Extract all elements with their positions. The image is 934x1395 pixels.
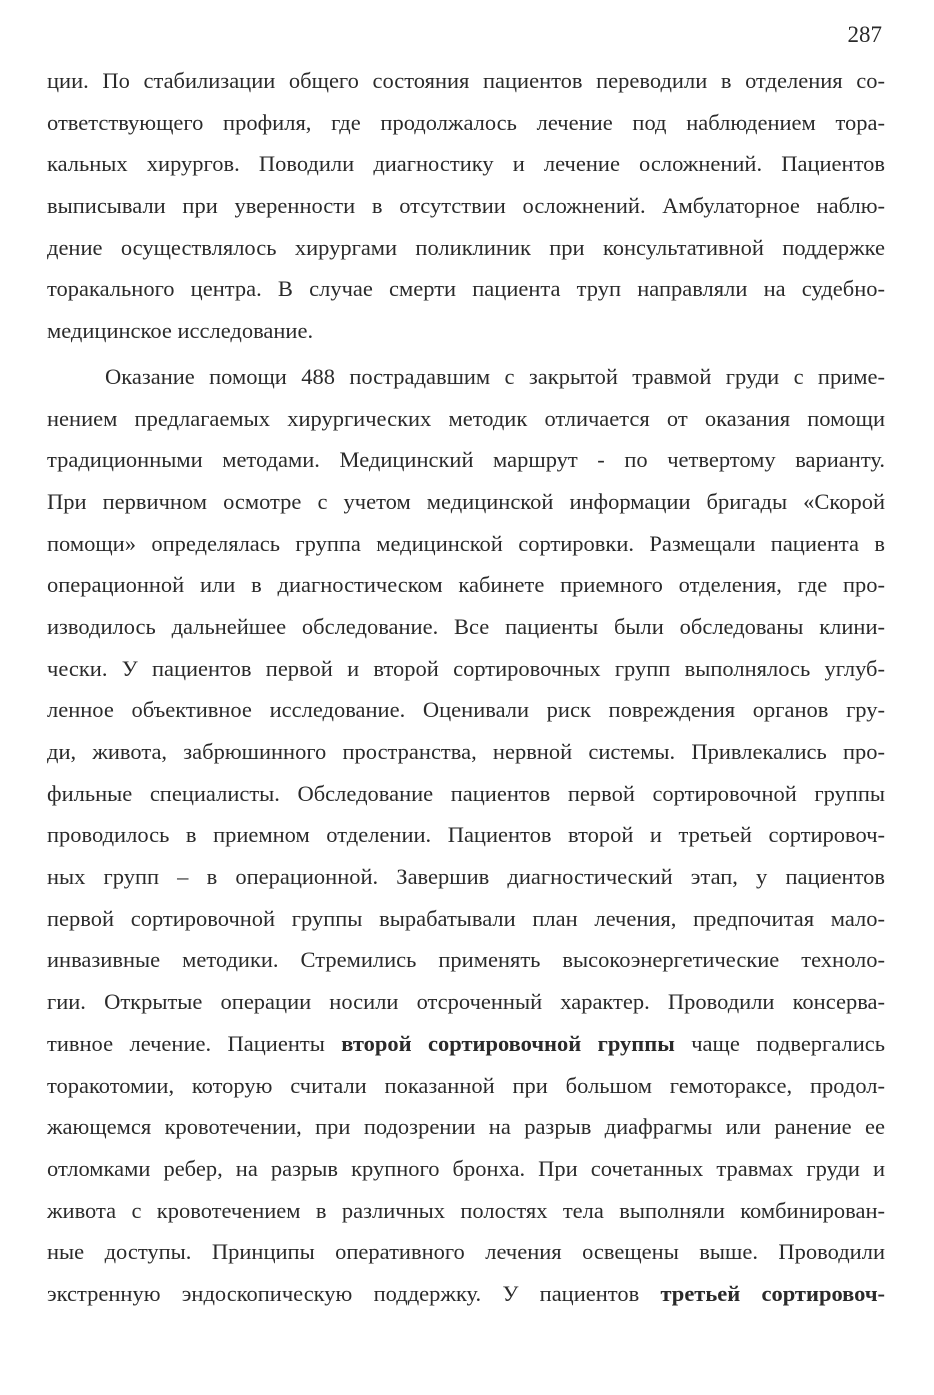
text-line <box>47 1065 885 1107</box>
text-segment: ленное объективное исследование. Оценивали риск повреждения органов гру- <box>47 697 885 723</box>
text-line <box>47 268 885 310</box>
text-line <box>47 1273 885 1315</box>
text-segment: кальных хирургов. Поводили диагностику и лечение осложнений. Пациентов <box>47 151 885 177</box>
text-segment: фильные специалисты. Обследование пациентов первой сортировочной группы <box>47 780 885 806</box>
text-segment: первой сортировочной группы вырабатывали план лечения, предпочитая мало- <box>47 905 885 931</box>
text-segment: торакального центра. В случае смерти пациента труп направляли на судебно- <box>47 276 885 302</box>
text-line <box>47 648 885 690</box>
text-line <box>47 1190 885 1232</box>
text-line <box>47 564 885 606</box>
text-line <box>47 102 885 144</box>
text-segment: нением предлагаемых хирургических методик отличается от оказания помощи <box>47 405 885 431</box>
text-segment: отломками ребер, на разрыв крупного бронха. При сочетанных травмах груди и <box>47 1155 885 1181</box>
text-segment: операционной или в диагностическом кабинете приемного отделения, где про- <box>47 572 885 598</box>
text-line <box>47 731 885 773</box>
text-segment: медицинское исследование. <box>47 318 314 344</box>
text-segment: ные доступы. Принципы оперативного лечения освещены выше. Проводили <box>47 1239 885 1265</box>
text-segment: торакотомии, которую считали показанной при большом гемотораксе, продол- <box>47 1072 885 1098</box>
text-segment: выписывали при уверенности в отсутствии осложнений. Амбулаторное наблю- <box>47 193 885 219</box>
text-segment: традиционными методами. Медицинский маршрут - по четвертому варианту. <box>47 447 885 473</box>
text-line <box>47 773 885 815</box>
text-segment: изводилось дальнейшее обследование. Все пациенты были обследованы клини- <box>47 613 885 639</box>
text-segment: помощи» определялась группа медицинской сортировки. Размещали пациента в <box>47 530 885 556</box>
text-line <box>47 398 885 440</box>
text-line <box>47 481 885 523</box>
text-line <box>47 856 885 898</box>
text-line <box>47 814 885 856</box>
bold-text: второй сортировочной группы <box>341 1030 675 1056</box>
text-segment: ции. По стабилизации общего состояния пациентов переводили в отделения со- <box>47 68 885 93</box>
text-segment: тивное лечение. Пациенты <box>47 1030 342 1056</box>
text-line <box>47 60 885 102</box>
text-segment: живота с кровотечением в различных полостях тела выполняли комбинирован- <box>47 1197 885 1223</box>
text-segment: ответствующего профиля, где продолжалось лечение под наблюдением тора- <box>47 109 885 135</box>
text-segment: дение осуществлялось хирургами поликлиник при консультативной поддержке <box>47 234 885 260</box>
text-segment: инвазивные методики. Стремились применять высокоэнергетические техноло- <box>47 947 885 973</box>
text-line <box>47 981 885 1023</box>
text-line <box>47 185 885 227</box>
text-line <box>47 1148 885 1190</box>
text-line <box>47 356 885 398</box>
text-segment: гии. Открытые операции носили отсроченный характер. Проводили консерва- <box>47 989 885 1015</box>
text-segment: экстренную эндоскопическую поддержку. У пациентов <box>47 1280 661 1306</box>
text-segment: При первичном осмотре с учетом медицинской информации бригады «Скорой <box>47 488 885 514</box>
text-line <box>47 939 885 981</box>
bold-text: третьей сортировоч- <box>660 1280 886 1306</box>
text-line <box>47 1023 885 1065</box>
text-segment: Оказание помощи 488 пострадавшим с закрытой травмой груди с приме- <box>105 363 885 389</box>
text-line <box>47 689 885 731</box>
text-line <box>47 606 885 648</box>
text-line <box>47 1106 885 1148</box>
text-segment: ди, живота, забрюшинного пространства, нервной системы. Привлекались про- <box>47 739 885 764</box>
text-segment: чаще подвергались <box>674 1030 885 1056</box>
text-segment: проводилось в приемном отделении. Пациентов второй и третьей сортировоч- <box>47 822 885 848</box>
text-line <box>47 439 885 481</box>
page-number: 287 <box>847 22 882 47</box>
text-segment: ных групп – в операционной. Завершив диагностический этап, у пациентов <box>47 864 885 890</box>
text-line <box>47 143 885 185</box>
text-line <box>47 898 885 940</box>
text-line <box>47 523 885 565</box>
body-text <box>47 60 885 1315</box>
text-segment: чески. У пациентов первой и второй сортировочных групп выполнялось углуб- <box>47 655 885 681</box>
text-line <box>47 310 885 352</box>
text-line <box>47 227 885 269</box>
text-segment: жающемся кровотечении, при подозрении на разрыв диафрагмы или ранение ее <box>47 1114 885 1140</box>
text-line <box>47 1231 885 1273</box>
